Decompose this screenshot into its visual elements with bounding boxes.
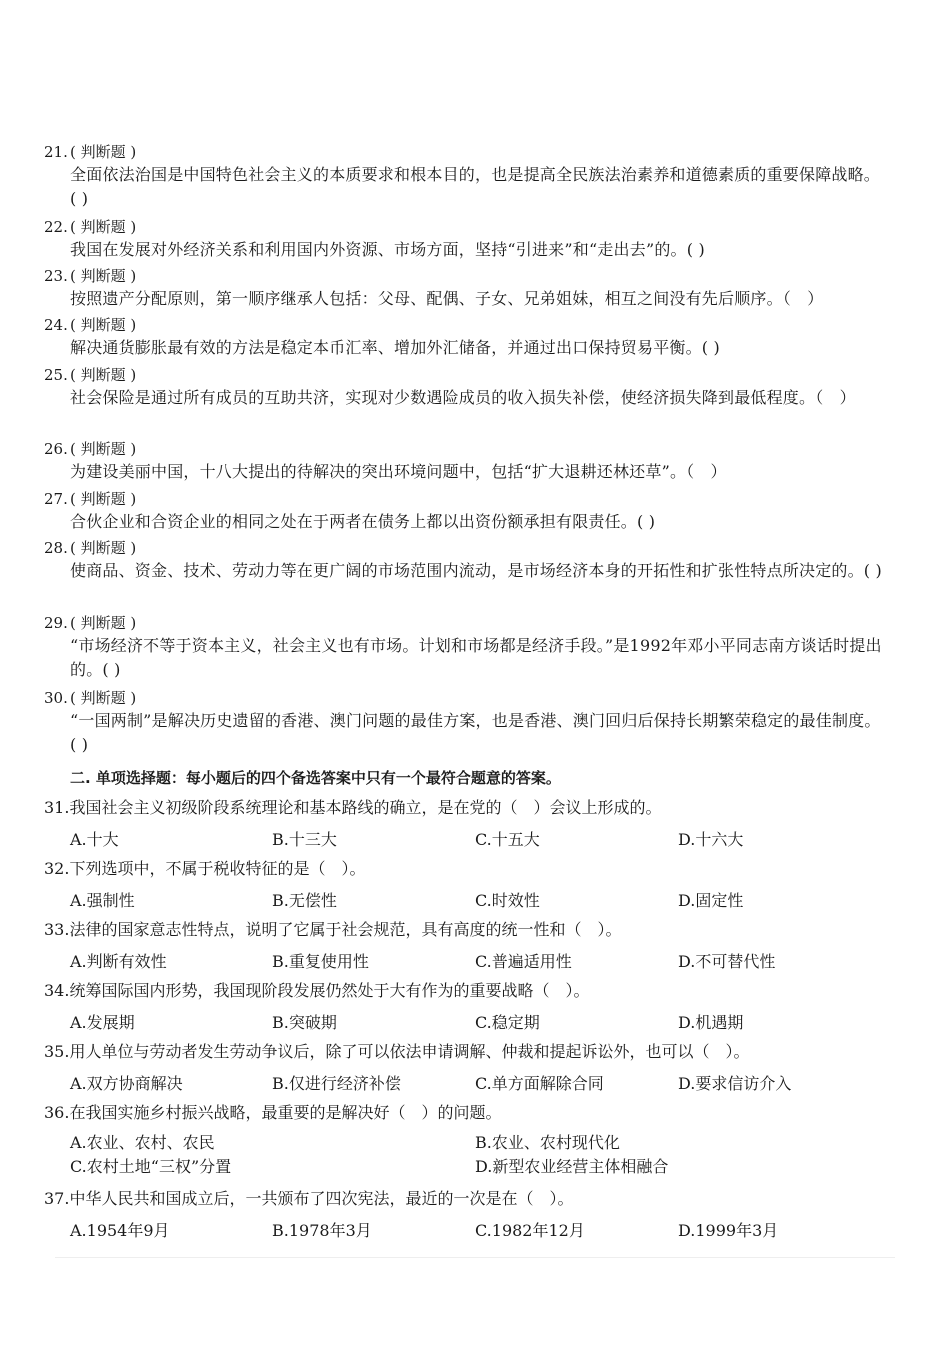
question-text: 我国在发展对外经济关系和利用国内外资源、市场方面，坚持“引进来”和“走出去”的。( ) bbox=[70, 240, 705, 259]
option-b: B.突破期 bbox=[272, 1013, 337, 1032]
option-c: C.1982年12月 bbox=[475, 1221, 585, 1240]
question-number: 37. bbox=[44, 1189, 70, 1208]
question-text: 在我国实施乡村振兴战略，最重要的是解决好（ ）的问题。 bbox=[69, 1103, 502, 1122]
option-b: B.1978年3月 bbox=[272, 1221, 372, 1240]
question-type: ( 判断题 ) bbox=[70, 490, 137, 508]
question-text: 用人单位与劳动者发生劳动争议后，除了可以依法申请调解、仲裁和提起诉讼外，也可以（ ）。 bbox=[69, 1042, 750, 1061]
question-number: 36. bbox=[44, 1103, 70, 1122]
question-type: ( 判断题 ) bbox=[70, 267, 137, 285]
question-type: ( 判断题 ) bbox=[70, 440, 137, 458]
question-number: 29. bbox=[44, 614, 68, 632]
question-text: 合伙企业和合资企业的相同之处在于两者在债务上都以出资份额承担有限责任。( ) bbox=[70, 512, 656, 531]
question-type: ( 判断题 ) bbox=[70, 218, 137, 236]
option-d: D.十六大 bbox=[678, 830, 744, 849]
question-27 bbox=[44, 488, 884, 534]
question-22 bbox=[44, 216, 884, 262]
option-d: D.新型农业经营主体相融合 bbox=[475, 1157, 669, 1176]
question-number: 35. bbox=[44, 1042, 70, 1061]
footer-divider bbox=[55, 1257, 895, 1258]
option-d: D.要求信访介入 bbox=[678, 1074, 792, 1093]
option-b: B.无偿性 bbox=[272, 891, 337, 910]
question-text: 解决通货膨胀最有效的方法是稳定本币汇率、增加外汇储备，并通过出口保持贸易平衡。( ) bbox=[70, 338, 720, 357]
option-a: A.农业、农村、农民 bbox=[70, 1133, 215, 1152]
question-text: 按照遗产分配原则，第一顺序继承人包括：父母、配偶、子女、兄弟姐妹，相互之间没有先后顺序。（ ） bbox=[70, 289, 824, 308]
question-type: ( 判断题 ) bbox=[70, 539, 137, 557]
option-a: A.判断有效性 bbox=[70, 952, 167, 971]
question-number: 21. bbox=[44, 143, 68, 161]
question-text: 为建设美丽中国，十八大提出的待解决的突出环境问题中，包括“扩大退耕还林还草”。（ ） bbox=[70, 462, 727, 481]
question-text: 中华人民共和国成立后，一共颁布了四次宪法，最近的一次是在（ ）。 bbox=[69, 1189, 574, 1208]
question-number: 34. bbox=[44, 981, 70, 1000]
question-text: 法律的国家意志性特点，说明了它属于社会规范，具有高度的统一性和（ ）。 bbox=[69, 920, 622, 939]
question-text: 我国社会主义初级阶段系统理论和基本路线的确立，是在党的（ ）会议上形成的。 bbox=[69, 798, 662, 817]
question-36 bbox=[44, 1101, 894, 1179]
option-c: C.单方面解除合同 bbox=[475, 1074, 604, 1093]
option-b: B.仅进行经济补偿 bbox=[272, 1074, 401, 1093]
question-text: “市场经济不等于资本主义，社会主义也有市场。计划和市场都是经济手段。”是1992年邓小平同志南方谈话时提出的。( ) bbox=[70, 636, 882, 679]
question-number: 23. bbox=[44, 267, 68, 285]
question-number: 24. bbox=[44, 316, 68, 334]
question-32 bbox=[44, 857, 894, 913]
option-c: C.农村土地“三权”分置 bbox=[70, 1157, 232, 1176]
option-a: A.十大 bbox=[70, 830, 119, 849]
option-b: B.重复使用性 bbox=[272, 952, 369, 971]
question-28 bbox=[44, 537, 884, 583]
question-type: ( 判断题 ) bbox=[70, 614, 137, 632]
option-c: C.稳定期 bbox=[475, 1013, 540, 1032]
question-text: 全面依法治国是中国特色社会主义的本质要求和根本目的，也是提高全民族法治素养和道德素质的重要保障战略。( ) bbox=[70, 165, 881, 208]
question-text: 统筹国际国内形势，我国现阶段发展仍然处于大有作为的重要战略（ ）。 bbox=[69, 981, 590, 1000]
question-text: 社会保险是通过所有成员的互助共济，实现对少数遇险成员的收入损失补偿，使经济损失降到最低程度。（ ） bbox=[70, 388, 856, 407]
option-d: D.1999年3月 bbox=[678, 1221, 779, 1240]
option-a: A.强制性 bbox=[70, 891, 135, 910]
option-a: A.发展期 bbox=[70, 1013, 135, 1032]
question-number: 30. bbox=[44, 689, 68, 707]
question-number: 25. bbox=[44, 366, 68, 384]
question-37 bbox=[44, 1187, 894, 1243]
question-23 bbox=[44, 265, 884, 311]
question-24 bbox=[44, 314, 884, 360]
question-26 bbox=[44, 438, 884, 484]
option-c: C.十五大 bbox=[475, 830, 540, 849]
question-number: 28. bbox=[44, 539, 68, 557]
option-c: C.时效性 bbox=[475, 891, 540, 910]
question-text: 下列选项中，不属于税收特征的是（ ）。 bbox=[69, 859, 366, 878]
option-c: C.普遍适用性 bbox=[475, 952, 572, 971]
question-31 bbox=[44, 796, 894, 852]
question-text: 使商品、资金、技术、劳动力等在更广阔的市场范围内流动，是市场经济本身的开拓性和扩张性特点所决定的。( ) bbox=[70, 561, 882, 580]
question-number: 27. bbox=[44, 490, 68, 508]
question-25 bbox=[44, 364, 884, 410]
question-text: “一国两制”是解决历史遗留的香港、澳门问题的最佳方案，也是香港、澳门回归后保持长期繁荣稳定的最佳制度。( ) bbox=[70, 711, 881, 754]
question-33 bbox=[44, 918, 894, 974]
question-type: ( 判断题 ) bbox=[70, 366, 137, 384]
option-d: D.机遇期 bbox=[678, 1013, 744, 1032]
question-35 bbox=[44, 1040, 894, 1096]
option-a: A.1954年9月 bbox=[70, 1221, 170, 1240]
question-number: 26. bbox=[44, 440, 68, 458]
question-number: 33. bbox=[44, 920, 70, 939]
question-type: ( 判断题 ) bbox=[70, 316, 137, 334]
question-number: 32. bbox=[44, 859, 70, 878]
question-number: 22. bbox=[44, 218, 68, 236]
question-type: ( 判断题 ) bbox=[70, 143, 137, 161]
question-34 bbox=[44, 979, 894, 1035]
option-b: B.十三大 bbox=[272, 830, 337, 849]
option-d: D.固定性 bbox=[678, 891, 744, 910]
question-number: 31. bbox=[44, 798, 70, 817]
question-30 bbox=[44, 687, 884, 757]
question-29 bbox=[44, 612, 884, 682]
question-21 bbox=[44, 141, 884, 211]
option-d: D.不可替代性 bbox=[678, 952, 776, 971]
question-type: ( 判断题 ) bbox=[70, 689, 137, 707]
option-b: B.农业、农村现代化 bbox=[475, 1133, 620, 1152]
option-a: A.双方协商解决 bbox=[70, 1074, 183, 1093]
section-title: 二. 单项选择题：每小题后的四个备选答案中只有一个最符合题意的答案。 bbox=[70, 769, 561, 787]
